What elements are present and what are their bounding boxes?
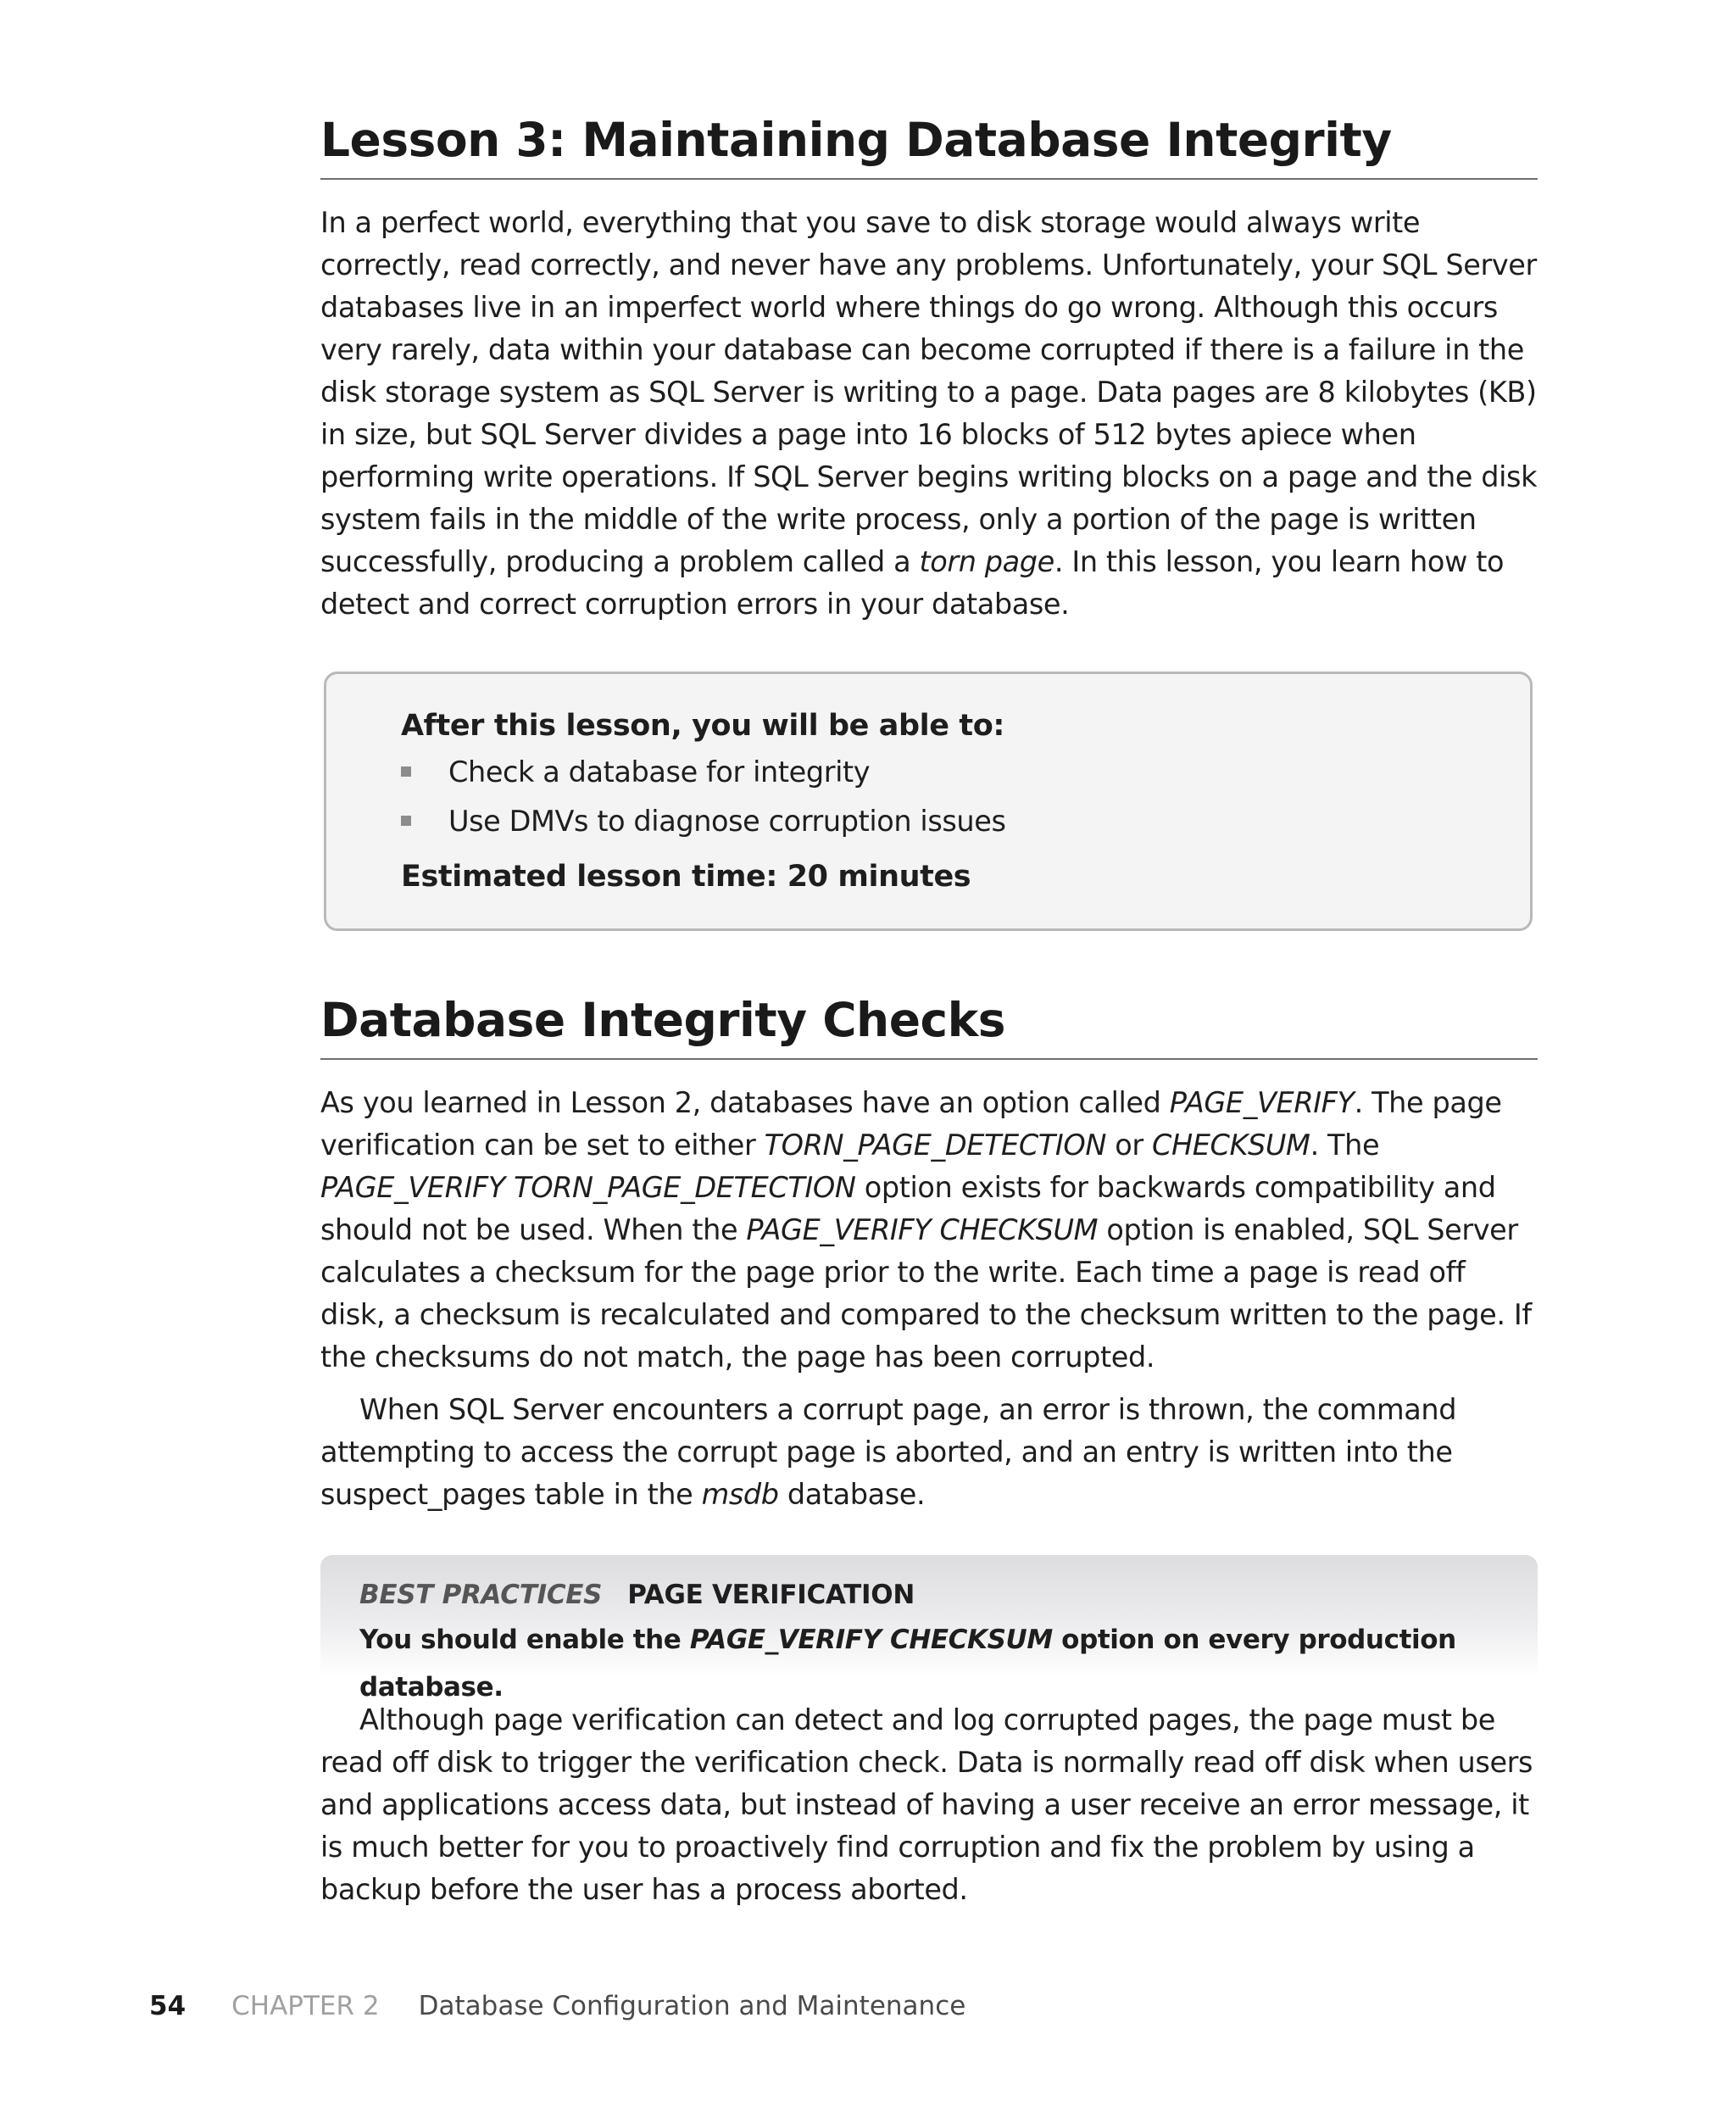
- square-bullet-icon: [401, 816, 411, 826]
- chapter-label: CHAPTER 2: [231, 1991, 380, 2021]
- page-content: [320, 110, 1538, 1911]
- title-rule: [320, 178, 1538, 180]
- torn-page-term: torn page: [919, 545, 1054, 578]
- lesson-title: Lesson 3: Maintaining Database Integrity: [320, 113, 1392, 167]
- page-number: 54: [149, 1991, 186, 2021]
- best-practices-box: [320, 1555, 1538, 1703]
- section-rule: [320, 1058, 1538, 1060]
- estimated-time: Estimated lesson time: 20 minutes: [401, 860, 971, 894]
- best-practices-label: BEST PRACTICES: [359, 1580, 603, 1610]
- chapter-title: Database Configuration and Maintenance: [418, 1991, 966, 2021]
- intro-paragraph: In a perfect world, everything that you save to disk storage would always write correctly, read correctly, and never have any problems. Unfortunately, your SQL Server databases live in an imperfect world where things do go wrong. Although this occurs very rarely, data within your database can become corrupted if there is a failure in the disk storage system as SQL Server is writing to a page. Data pages are 8 kilobytes (KB) in size, but SQL Server divides a page into 16 blocks of 512 bytes apiece when performing write operations. If SQL Server begins writing blocks on a page and the disk system fails in the middle of the write process, only a portion of the page is written successfully, producing a problem called a torn page. In this lesson, you learn how to detect and correct corruption errors in your database.: [320, 206, 1538, 621]
- square-bullet-icon: [401, 766, 411, 777]
- corrupt-page-paragraph: When SQL Server encounters a corrupt page, an error is thrown, the command attempting to access the corrupt page is aborted, and an entry is written into the suspect_pages table in the msdb database.: [320, 1393, 1457, 1511]
- objectives-heading: After this lesson, you will be able to:: [401, 709, 1004, 743]
- objective-item: Use DMVs to diagnose corruption issues: [401, 796, 1530, 845]
- verification-paragraph: Although page verification can detect and log corrupted pages, the page must be read off disk to trigger the verification check. Data is normally read off disk when users and applications access data, but instead of having a user receive an error message, it is much better for you to proactively find corruption and fix the problem by using a backup before the user has a process aborted.: [320, 1703, 1533, 1906]
- section-title: Database Integrity Checks: [320, 993, 1005, 1047]
- objective-item: Check a database for integrity: [401, 747, 1530, 796]
- page-footer: [149, 1989, 965, 2023]
- lesson-objectives-box: [324, 672, 1533, 931]
- best-practices-title: PAGE VERIFICATION: [627, 1580, 915, 1610]
- page-verify-paragraph: As you learned in Lesson 2, databases have an option called PAGE_VERIFY. The page verification can be set to either TORN_PAGE_DETECTION or CHECKSUM. The PAGE_VERIFY TORN_PAGE_DETECTION option exists for backwards compatibility and should not be used. When the PAGE_VERIFY CHECKSUM option is enabled, SQL Server calculates a checksum for the page prior to the write. Each time a page is read off disk, a checksum is recalculated and compared to the checksum written to the page. If the checksums do not match, the page has been corrupted.: [320, 1086, 1532, 1374]
- best-practices-text: You should enable the PAGE_VERIFY CHECKSUM option on every production database.: [359, 1625, 1456, 1703]
- best-practices-header: [359, 1574, 1538, 1616]
